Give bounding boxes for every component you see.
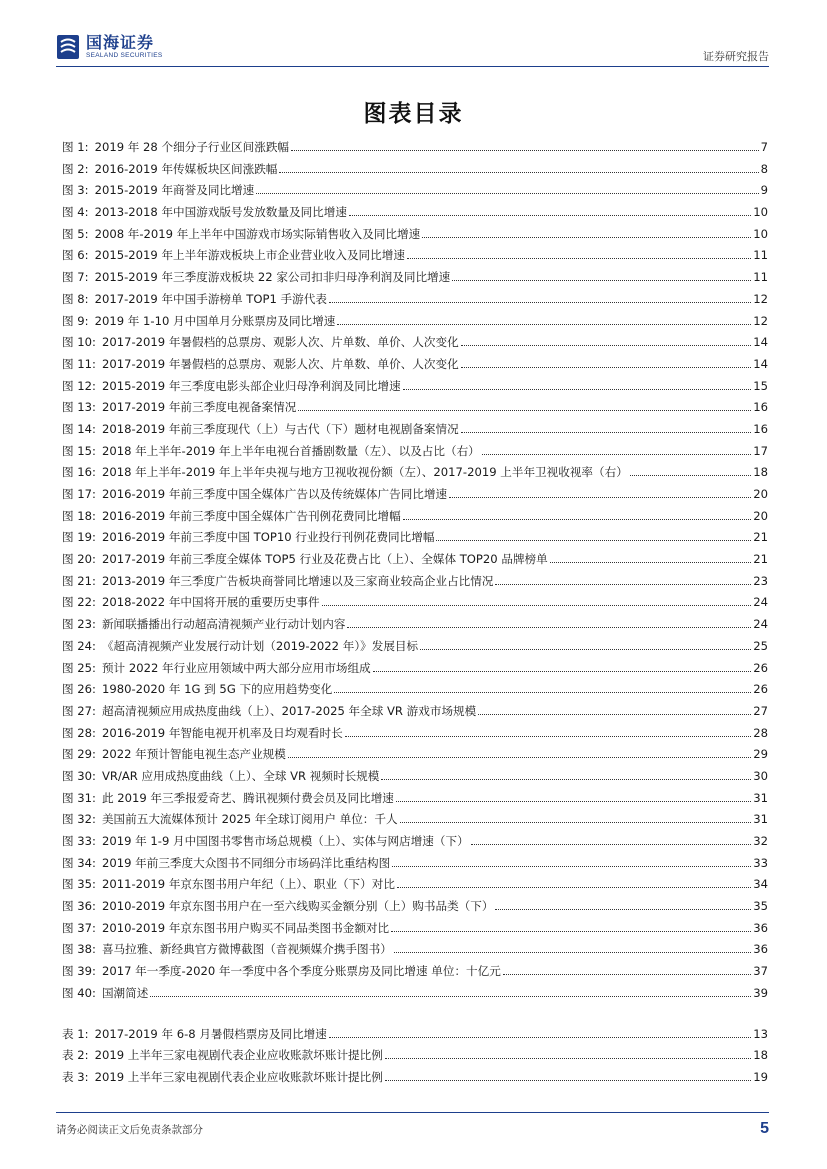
figure-entry[interactable] xyxy=(62,484,768,506)
entry-title: 2019 年前三季度大众图书不同细分市场码洋比重结构图 xyxy=(101,855,391,870)
table-entry[interactable] xyxy=(62,1024,768,1046)
page-number: 5 xyxy=(760,1120,769,1137)
dot-leader xyxy=(347,627,751,628)
entry-page-number: 33 xyxy=(753,855,768,870)
entry-page-number: 10 xyxy=(753,226,768,241)
entry-title: 2008 年-2019 年上半年中国游戏市场实际销售收入及同比增速 xyxy=(94,226,421,241)
entry-page-number: 31 xyxy=(753,790,768,805)
dot-leader xyxy=(334,692,751,693)
dot-leader xyxy=(381,779,751,780)
entry-page-number: 20 xyxy=(753,508,768,523)
figure-entry[interactable] xyxy=(62,853,768,875)
dot-leader xyxy=(503,974,751,975)
figure-entry[interactable] xyxy=(62,939,768,961)
entry-title: 2016-2019 年前三季度中国全媒体广告刊例花费同比增幅 xyxy=(101,508,401,523)
figure-entry[interactable] xyxy=(62,506,768,528)
dot-leader xyxy=(482,454,751,455)
entry-number: 图 21: xyxy=(62,573,96,588)
entry-number: 图 38: xyxy=(62,942,96,957)
entry-number: 图 16: xyxy=(62,465,96,480)
footer-divider xyxy=(56,1112,769,1113)
figure-entry[interactable] xyxy=(62,441,768,463)
figure-entry[interactable] xyxy=(62,354,768,376)
entry-title: 美国前五大流媒体预计 2025 年全球订阅用户 单位：千人 xyxy=(101,812,398,827)
entry-title: 2010-2019 年京东图书用户购买不同品类图书金额对比 xyxy=(101,920,390,935)
entry-title: 2019 年 1-9 月中国图书零售市场总规模（上）、实体与网店增速（下） xyxy=(101,834,469,848)
figure-entry[interactable] xyxy=(62,571,768,593)
figure-entry[interactable] xyxy=(62,202,768,224)
entry-number: 图 25: xyxy=(62,660,96,675)
entry-number: 图 5: xyxy=(62,226,89,241)
entry-title: 2017-2019 年前三季度电视备案情况 xyxy=(101,400,297,415)
figure-entry[interactable] xyxy=(62,961,768,983)
figure-entry[interactable] xyxy=(62,180,768,202)
dot-leader xyxy=(329,302,751,303)
entry-number: 图 31: xyxy=(62,790,96,805)
table-entry[interactable] xyxy=(62,1045,768,1067)
footer-disclaimer: 请务必阅读正文后免责条款部分 xyxy=(56,1124,203,1136)
entry-title: 2019 年 1-10 月中国单月分账票房及同比增速 xyxy=(94,313,336,328)
entry-page-number: 37 xyxy=(753,964,768,979)
dot-leader xyxy=(550,562,751,563)
entry-title: 2011-2019 年京东图书用户年纪（上）、职业（下）对比 xyxy=(101,877,395,892)
dot-leader xyxy=(495,909,751,910)
logo-english-name: SEALAND SECURITIES xyxy=(86,52,163,59)
entry-number: 图 37: xyxy=(62,920,96,935)
entry-title: 2017-2019 年暑假档的总票房、观影人次、片单数、单价、人次变化 xyxy=(101,356,459,371)
entry-number: 图 4: xyxy=(62,205,89,220)
sealand-logo-icon xyxy=(56,34,80,60)
entry-page-number: 19 xyxy=(753,1069,768,1084)
entry-number: 图 28: xyxy=(62,725,96,740)
table-of-contents xyxy=(62,137,768,1089)
page-title: 图表目录 xyxy=(363,100,464,127)
entry-number: 图 36: xyxy=(62,899,96,914)
figure-entry[interactable] xyxy=(62,658,768,680)
entry-title: 2018 年上半年-2019 年上半年央视与地方卫视收视份额（左）、2017-2019 上半年卫视收视率（右） xyxy=(101,465,628,480)
dot-leader xyxy=(349,215,751,216)
dot-leader xyxy=(256,193,758,194)
entry-page-number: 24 xyxy=(753,595,768,610)
dot-leader xyxy=(392,866,751,867)
entry-page-number: 7 xyxy=(760,140,768,154)
figure-entry[interactable] xyxy=(62,592,768,614)
entry-number: 图 27: xyxy=(62,703,96,718)
entry-page-number: 16 xyxy=(753,421,768,436)
dot-leader xyxy=(403,519,752,520)
dot-leader xyxy=(403,389,752,390)
dot-leader xyxy=(329,1037,751,1038)
dot-leader xyxy=(288,757,751,758)
entry-number: 图 3: xyxy=(62,183,89,198)
figure-entry[interactable] xyxy=(62,788,768,810)
entry-title: 2016-2019 年传媒板块区间涨跌幅 xyxy=(94,161,278,176)
entry-number: 图 9: xyxy=(62,313,89,328)
dot-leader xyxy=(461,367,752,368)
entry-page-number: 18 xyxy=(753,465,768,480)
figure-entry[interactable] xyxy=(62,766,768,788)
entry-page-number: 36 xyxy=(753,942,768,957)
entry-number: 图 35: xyxy=(62,877,96,892)
entry-page-number: 34 xyxy=(753,877,768,892)
dot-leader xyxy=(422,237,751,238)
figure-entry[interactable] xyxy=(62,809,768,831)
entry-number: 图 14: xyxy=(62,421,96,436)
entry-number: 表 1: xyxy=(62,1026,89,1041)
entry-number: 表 3: xyxy=(62,1069,89,1084)
dot-leader xyxy=(400,822,752,823)
entry-title: 2013-2018 年中国游戏版号发放数量及同比增速 xyxy=(94,205,347,220)
dot-leader xyxy=(397,887,751,888)
figure-entry[interactable] xyxy=(62,918,768,940)
dot-leader xyxy=(385,1058,751,1059)
dot-leader xyxy=(478,714,751,715)
dot-leader xyxy=(373,671,752,672)
entry-title: 喜马拉雅、新经典官方微博截图（音视频媒介携手图书） xyxy=(101,942,392,957)
dot-leader xyxy=(495,584,751,585)
figure-entry[interactable] xyxy=(62,332,768,354)
figure-entry[interactable] xyxy=(62,701,768,723)
logo-chinese-name: 国海证券 xyxy=(86,33,155,52)
figure-entry[interactable] xyxy=(62,397,768,419)
entry-page-number: 39 xyxy=(753,985,768,1000)
figure-entry[interactable] xyxy=(62,723,768,745)
dot-leader xyxy=(337,324,751,325)
figure-entry[interactable] xyxy=(62,896,768,918)
figure-entry[interactable] xyxy=(62,137,768,159)
entry-page-number: 11 xyxy=(753,248,768,263)
entry-number: 图 30: xyxy=(62,768,96,783)
entry-number: 图 12: xyxy=(62,378,96,393)
entry-page-number: 31 xyxy=(753,812,768,827)
page-header xyxy=(56,30,769,70)
entry-page-number: 27 xyxy=(753,703,768,718)
dot-leader xyxy=(396,801,751,802)
entry-page-number: 16 xyxy=(753,400,768,415)
entry-number: 图 6: xyxy=(62,248,89,263)
entry-title: 2016-2019 年前三季度中国全媒体广告以及传统媒体广告同比增速 xyxy=(101,487,448,501)
entry-page-number: 35 xyxy=(753,899,768,914)
entry-title: 2017-2019 年暑假档的总票房、观影人次、片单数、单价、人次变化 xyxy=(101,335,459,350)
figure-entry[interactable] xyxy=(62,679,768,701)
entry-page-number: 8 xyxy=(760,161,768,176)
entry-page-number: 15 xyxy=(753,378,768,393)
dot-leader xyxy=(345,736,751,737)
figure-entry[interactable] xyxy=(62,983,768,1005)
entry-title: 超高清视频应用成热度曲线（上）、2017-2025 年全球 VR 游戏市场规模 xyxy=(101,703,477,718)
entry-page-number: 17 xyxy=(753,443,768,458)
entry-title: 此 2019 年三季报爱奇艺、腾讯视频付费会员及同比增速 xyxy=(101,790,394,805)
entry-number: 图 24: xyxy=(62,638,96,653)
figure-entry[interactable] xyxy=(62,376,768,398)
figure-entry[interactable] xyxy=(62,159,768,181)
dot-leader xyxy=(298,410,751,411)
entry-title: 2018-2019 年前三季度现代（上）与古代（下）题材电视剧备案情况 xyxy=(101,421,459,436)
table-entry[interactable] xyxy=(62,1067,768,1089)
figure-entry[interactable] xyxy=(62,874,768,896)
entry-number: 图 33: xyxy=(62,834,96,848)
dot-leader xyxy=(461,432,752,433)
figure-entry[interactable] xyxy=(62,224,768,246)
entry-number: 图 1: xyxy=(62,140,89,154)
entry-title: 2017-2019 年 6-8 月暑假档票房及同比增速 xyxy=(94,1026,327,1041)
entry-number: 图 11: xyxy=(62,356,96,371)
entry-title: 2018-2022 年中国将开展的重要历史事件 xyxy=(101,595,320,610)
entry-title: 《超高清视频产业发展行动计划（2019-2022 年）》发展目标 xyxy=(101,638,419,653)
figure-entry[interactable] xyxy=(62,311,768,333)
entry-number: 图 8: xyxy=(62,291,89,306)
entry-page-number: 26 xyxy=(753,682,768,697)
report-type-label: 证券研究报告 xyxy=(703,50,769,63)
entry-page-number: 10 xyxy=(753,205,768,220)
entry-number: 图 22: xyxy=(62,595,96,610)
figure-entry[interactable] xyxy=(62,462,768,484)
entry-page-number: 32 xyxy=(753,834,768,848)
entry-title: 2019 上半年三家电视剧代表企业应收账款坏账计提比例 xyxy=(94,1048,383,1063)
entry-title: 2016-2019 年前三季度中国 TOP10 行业投行刊例花费同比增幅 xyxy=(101,530,435,545)
entry-title: 2017 年一季度-2020 年一季度中各个季度分账票房及同比增速 单位：十亿元 xyxy=(101,964,501,979)
entry-title: 预计 2022 年行业应用领域中两大部分应用市场组成 xyxy=(101,660,371,675)
figure-entry[interactable] xyxy=(62,419,768,441)
entry-page-number: 26 xyxy=(753,660,768,675)
dot-leader xyxy=(407,258,751,259)
entry-page-number: 25 xyxy=(753,638,768,653)
entry-title: 2019 年 28 个细分子行业区间涨跌幅 xyxy=(94,140,290,154)
entry-page-number: 14 xyxy=(753,335,768,350)
entry-page-number: 24 xyxy=(753,617,768,632)
dot-leader xyxy=(385,1080,751,1081)
dot-leader xyxy=(449,497,751,498)
entry-title: 新闻联播播出行动超高清视频产业行动计划内容 xyxy=(101,617,346,632)
entry-number: 图 7: xyxy=(62,270,89,285)
dot-leader xyxy=(420,649,751,650)
figure-entry[interactable] xyxy=(62,744,768,766)
figure-entry[interactable] xyxy=(62,636,768,658)
entry-number: 表 2: xyxy=(62,1048,89,1063)
entry-page-number: 21 xyxy=(753,552,768,567)
entry-page-number: 14 xyxy=(753,356,768,371)
entry-page-number: 11 xyxy=(753,270,768,285)
entry-number: 图 34: xyxy=(62,855,96,870)
entry-page-number: 12 xyxy=(753,291,768,306)
dot-leader xyxy=(391,931,751,932)
entry-page-number: 12 xyxy=(753,313,768,328)
entry-title: 2015-2019 年三季度游戏板块 22 家公司扣非归母净利润及同比增速 xyxy=(94,270,451,285)
dot-leader xyxy=(322,605,752,606)
entry-title: 国潮简述 xyxy=(101,985,149,1000)
figure-entry[interactable] xyxy=(62,549,768,571)
entry-number: 图 23: xyxy=(62,617,96,632)
entry-number: 图 2: xyxy=(62,161,89,176)
entry-number: 图 15: xyxy=(62,443,96,458)
entry-page-number: 21 xyxy=(753,530,768,545)
entry-page-number: 30 xyxy=(753,768,768,783)
entry-title: 2013-2019 年三季度广告板块商誉同比增速以及三家商业较高企业占比情况 xyxy=(101,573,494,588)
dot-leader xyxy=(452,280,751,281)
entry-page-number: 28 xyxy=(753,725,768,740)
company-logo xyxy=(56,34,163,60)
entry-number: 图 17: xyxy=(62,487,96,501)
entry-title: 1980-2020 年 1G 到 5G 下的应用趋势变化 xyxy=(101,682,333,697)
entry-page-number: 23 xyxy=(753,573,768,588)
header-divider xyxy=(56,66,769,67)
figure-entry[interactable] xyxy=(62,289,768,311)
entry-title: 2015-2019 年上半年游戏板块上市企业营业收入及同比增速 xyxy=(94,248,405,263)
entry-title: 2016-2019 年智能电视开机率及日均观看时长 xyxy=(101,725,343,740)
dot-leader xyxy=(291,150,759,151)
entry-number: 图 13: xyxy=(62,400,96,415)
entry-title: 2017-2019 年前三季度全媒体 TOP5 行业及花费占比（上）、全媒体 TOP20 品牌榜单 xyxy=(101,552,548,567)
figure-entry[interactable] xyxy=(62,245,768,267)
table-list xyxy=(62,1024,768,1089)
entry-title: 2022 年预计智能电视生态产业规模 xyxy=(101,747,286,762)
figure-list xyxy=(62,137,768,1005)
figure-entry[interactable] xyxy=(62,267,768,289)
figure-entry[interactable] xyxy=(62,614,768,636)
dot-leader xyxy=(394,952,751,953)
dot-leader xyxy=(630,475,751,476)
entry-number: 图 32: xyxy=(62,812,96,827)
entry-page-number: 9 xyxy=(760,183,768,198)
entry-title: 2018 年上半年-2019 年上半年电视台首播剧数量（左）、以及占比（右） xyxy=(101,443,480,458)
figure-entry[interactable] xyxy=(62,527,768,549)
entry-number: 图 39: xyxy=(62,964,96,979)
dot-leader xyxy=(461,345,752,346)
entry-title: VR/AR 应用成热度曲线（上）、全球 VR 视频时长规模 xyxy=(101,768,380,783)
dot-leader xyxy=(436,540,751,541)
entry-page-number: 36 xyxy=(753,920,768,935)
entry-page-number: 18 xyxy=(753,1048,768,1063)
figure-entry[interactable] xyxy=(62,831,768,853)
dot-leader xyxy=(150,996,751,997)
entry-title: 2010-2019 年京东图书用户在一至六线购买金额分别（上）购书品类（下） xyxy=(101,899,494,914)
entry-title: 2019 上半年三家电视剧代表企业应收账款坏账计提比例 xyxy=(94,1069,383,1084)
entry-number: 图 20: xyxy=(62,552,96,567)
entry-page-number: 13 xyxy=(753,1026,768,1041)
entry-page-number: 29 xyxy=(753,747,768,762)
entry-number: 图 40: xyxy=(62,985,96,1000)
dot-leader xyxy=(279,172,758,173)
dot-leader xyxy=(471,844,752,845)
entry-page-number: 20 xyxy=(753,487,768,501)
entry-number: 图 19: xyxy=(62,530,96,545)
entry-number: 图 29: xyxy=(62,747,96,762)
entry-number: 图 10: xyxy=(62,335,96,350)
entry-number: 图 18: xyxy=(62,508,96,523)
entry-title: 2017-2019 年中国手游榜单 TOP1 手游代表 xyxy=(94,291,327,306)
entry-number: 图 26: xyxy=(62,682,96,697)
entry-title: 2015-2019 年商誉及同比增速 xyxy=(94,183,255,198)
entry-title: 2015-2019 年三季度电影头部企业归母净利润及同比增速 xyxy=(101,378,401,393)
